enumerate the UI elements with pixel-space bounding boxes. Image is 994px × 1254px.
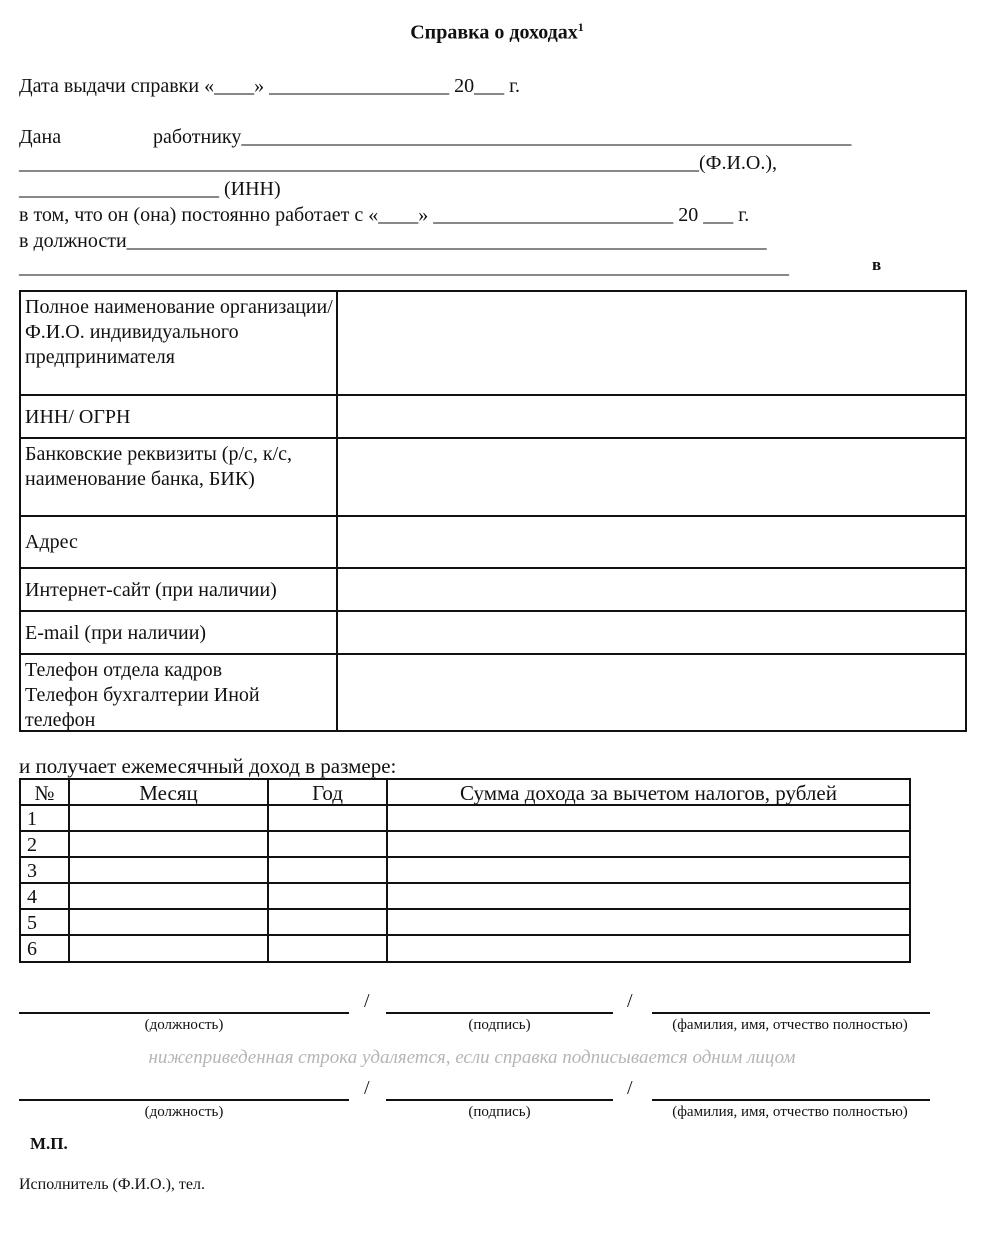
row-label-inn-ogrn: ИНН/ ОГРН bbox=[25, 406, 131, 428]
row-label-organization: Полное наименование организации/ Ф.И.О. индивидуального предпринимателя bbox=[25, 296, 333, 368]
fio-line: ____________________________________________________________________(Ф.И.О.), bbox=[19, 152, 778, 174]
row-label-bank-details: Банковские реквизиты (р/с, к/с, наименование банка, БИК) bbox=[25, 443, 293, 490]
column-header-month: Месяц bbox=[139, 781, 198, 805]
row-number: 3 bbox=[27, 860, 37, 882]
signature-separator: / bbox=[364, 990, 370, 1012]
signature-separator: / bbox=[364, 1077, 370, 1099]
table-row bbox=[21, 569, 965, 612]
signature-line-position[interactable] bbox=[19, 1099, 349, 1101]
organization-details-table bbox=[19, 290, 967, 732]
position-line: в должности________________________________________________________________ bbox=[19, 230, 767, 252]
row-label-email: E-mail (при наличии) bbox=[25, 622, 207, 644]
caption-position: (должность) bbox=[144, 1017, 224, 1033]
caption-name: (фамилия, имя, отчество полностью) bbox=[672, 1017, 908, 1033]
table-row bbox=[21, 655, 965, 734]
table-divider bbox=[21, 908, 909, 910]
row-number: 2 bbox=[27, 834, 37, 856]
column-header-amount: Сумма дохода за вычетом налогов, рублей bbox=[460, 781, 837, 805]
signature-separator: / bbox=[627, 990, 633, 1012]
row-label-address: Адрес bbox=[25, 531, 78, 553]
row-number: 6 bbox=[27, 938, 37, 960]
worker-line: работнику_____________________________________________________________ bbox=[153, 126, 852, 148]
issue-date-line: Дата выдачи справки «____» __________________ 20___ г. bbox=[19, 75, 521, 97]
row-value-bank-details[interactable] bbox=[339, 439, 965, 515]
table-divider bbox=[21, 830, 909, 832]
caption-position: (должность) bbox=[144, 1104, 224, 1120]
executor-line: Исполнитель (Ф.И.О.), тел. bbox=[19, 1176, 205, 1193]
row-value-website[interactable] bbox=[339, 569, 965, 610]
table-divider bbox=[21, 856, 909, 858]
row-number: 5 bbox=[27, 912, 37, 934]
signature-line-signature[interactable] bbox=[386, 1099, 613, 1101]
caption-signature: (подпись) bbox=[468, 1017, 531, 1033]
row-value-address[interactable] bbox=[339, 517, 965, 567]
employment-line: в том, что он (она) постоянно работает с «____» ________________________ 20 ___ г. bbox=[19, 204, 750, 226]
signature-note: нижеприведенная строка удаляется, если справка подписывается одним лицом bbox=[148, 1047, 796, 1068]
organization-line: _____________________________________________________________________________ bbox=[19, 256, 789, 278]
income-intro: и получает ежемесячный доход в размере: bbox=[19, 754, 397, 778]
column-header-number: № bbox=[34, 781, 55, 805]
given-label: Дана bbox=[19, 126, 62, 148]
table-row bbox=[21, 517, 965, 569]
row-value-inn-ogrn[interactable] bbox=[339, 396, 965, 437]
table-row bbox=[21, 612, 965, 655]
signature-line-name[interactable] bbox=[652, 1012, 930, 1014]
table-row bbox=[21, 292, 965, 396]
column-header-year: Год bbox=[312, 781, 343, 805]
row-value-organization[interactable] bbox=[339, 292, 965, 394]
table-divider bbox=[21, 882, 909, 884]
signature-line-name[interactable] bbox=[652, 1099, 930, 1101]
income-table bbox=[19, 778, 911, 963]
document-title: Справка о доходах$^1$ bbox=[410, 20, 584, 44]
signature-line-signature[interactable] bbox=[386, 1012, 613, 1014]
row-number: 4 bbox=[27, 886, 37, 908]
organization-suffix: в bbox=[872, 255, 882, 274]
signature-separator: / bbox=[627, 1077, 633, 1099]
row-value-email[interactable] bbox=[339, 612, 965, 653]
caption-signature: (подпись) bbox=[468, 1104, 531, 1120]
stamp-placeholder: М.П. bbox=[30, 1134, 68, 1153]
row-value-phones[interactable] bbox=[339, 655, 965, 734]
row-number: 1 bbox=[27, 808, 37, 830]
table-row bbox=[21, 396, 965, 439]
table-divider bbox=[21, 934, 909, 936]
caption-name: (фамилия, имя, отчество полностью) bbox=[672, 1104, 908, 1120]
inn-line: ____________________ (ИНН) bbox=[19, 178, 281, 200]
row-label-phones: Телефон отдела кадров Телефон бухгалтерии Иной телефон bbox=[25, 659, 260, 731]
row-label-website: Интернет-сайт (при наличии) bbox=[25, 579, 277, 601]
signature-line-position[interactable] bbox=[19, 1012, 349, 1014]
table-row bbox=[21, 439, 965, 517]
